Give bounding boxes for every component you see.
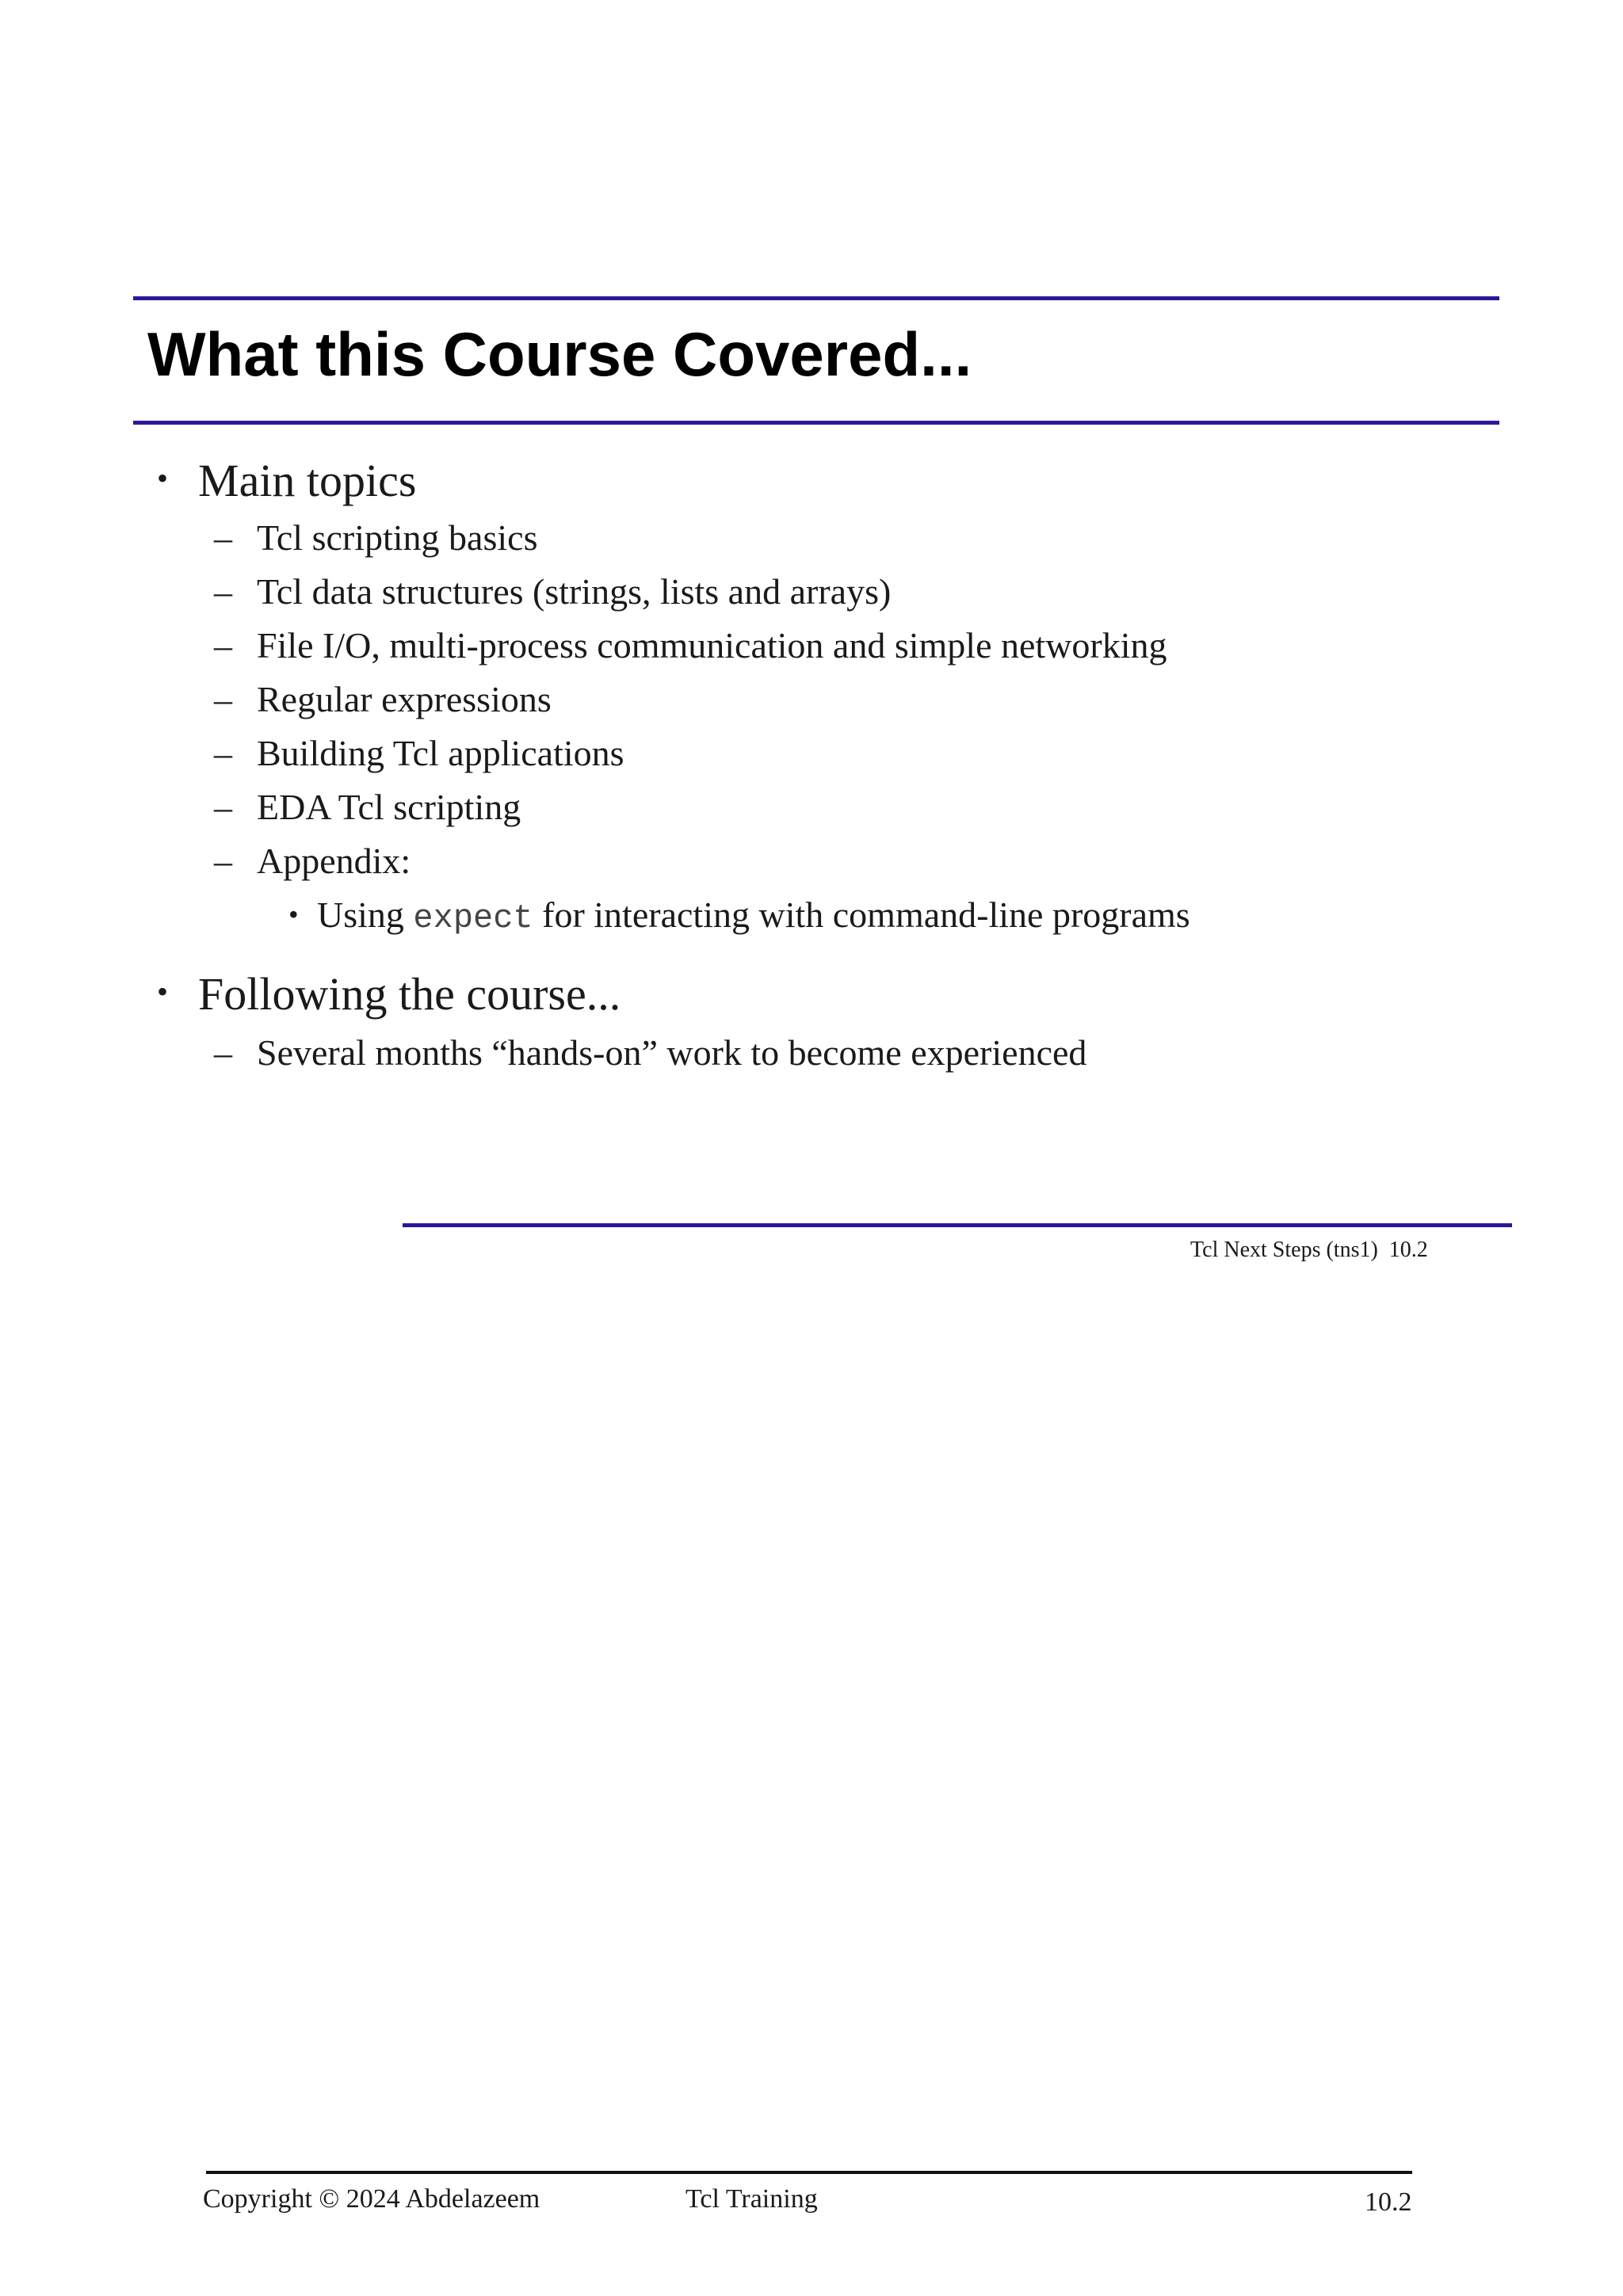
list-item <box>214 733 624 773</box>
list-item-text: File I/O, multi-process communication and simple networking <box>257 625 1167 666</box>
bullet-marker: • <box>157 974 169 1009</box>
list-item <box>214 571 892 612</box>
slide-title: What this Course Covered... <box>147 319 972 389</box>
bullet-marker: • <box>157 460 169 496</box>
dash-marker: – <box>214 733 232 773</box>
list-item-text: Several months “hands-on” work to become experienced <box>257 1032 1087 1073</box>
section-heading-following <box>157 968 621 1020</box>
slide-footer-label: Tcl Next Steps (tns1) 10.2 <box>1190 1238 1428 1262</box>
list-item <box>214 841 411 881</box>
sub-item-prefix: Using <box>317 894 414 935</box>
title-top-rule <box>133 296 1499 300</box>
section-heading-text: Main topics <box>198 455 417 506</box>
list-item-text: Tcl scripting basics <box>257 517 538 558</box>
sub-list-item <box>288 894 1190 937</box>
footer-page-number: 10.2 <box>1365 2187 1412 2217</box>
footer-course-title: Tcl Training <box>685 2184 818 2214</box>
list-item <box>214 1032 1087 1073</box>
list-item-text: Appendix: <box>257 841 411 881</box>
list-item-text: Regular expressions <box>257 679 552 719</box>
slide-footer-rule <box>403 1223 1512 1227</box>
section-heading-text: Following the course... <box>198 968 621 1020</box>
footer-copyright: Copyright © 2024 Abdelazeem <box>203 2184 540 2214</box>
list-item-text: EDA Tcl scripting <box>257 787 521 827</box>
list-item <box>214 679 552 719</box>
dash-marker: – <box>214 679 232 719</box>
list-item <box>214 517 538 558</box>
dash-marker: – <box>214 517 232 558</box>
dash-marker: – <box>214 841 232 881</box>
list-item-text: Building Tcl applications <box>257 733 624 773</box>
dash-marker: – <box>214 1032 232 1073</box>
code-expect: expect <box>413 899 533 937</box>
section-heading-main-topics <box>157 455 417 506</box>
list-item <box>214 625 1167 666</box>
list-item <box>214 787 521 827</box>
sub-item-suffix: for interacting with command-line programs <box>533 894 1190 935</box>
dash-marker: – <box>214 571 232 612</box>
list-item-text: Tcl data structures (strings, lists and arrays) <box>257 571 892 612</box>
bullet-marker: • <box>288 898 299 930</box>
page-footer-rule <box>206 2171 1412 2174</box>
title-bottom-rule <box>133 421 1499 425</box>
dash-marker: – <box>214 787 232 827</box>
dash-marker: – <box>214 625 232 666</box>
